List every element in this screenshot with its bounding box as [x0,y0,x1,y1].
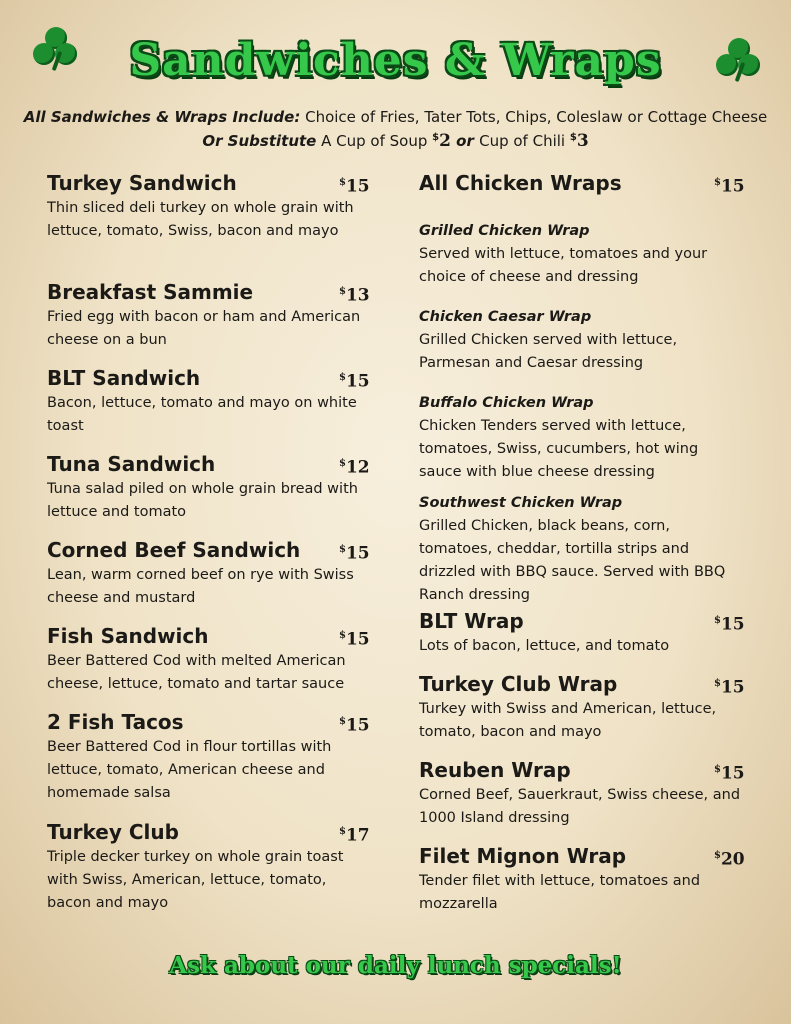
item-name: Corned Beef Sandwich [47,538,301,562]
option-name: Buffalo Chicken Wrap [419,395,594,411]
option-name: Grilled Chicken Wrap [419,223,590,239]
item-description: Triple decker turkey on whole grain toast with Swiss, American, lettuce, tomato, bacon and mayo [47,849,344,911]
item-description: Lots of bacon, lettuce, and tomato [419,638,670,654]
chicken-wrap-option [419,306,739,375]
intro-line-1 [0,108,791,126]
intro-line-2: Or Substitute A Cup of Soup $2 or Cup of Chili $3 [202,131,589,151]
item-description: Fried egg with bacon or ham and American cheese on a bun [47,309,361,348]
item-description: Tuna salad piled on whole grain bread with lettuce and tomato [47,481,358,520]
item-description: Bacon, lettuce, tomato and mayo on white toast [47,395,357,434]
item-description: Turkey with Swiss and American, lettuce, tomato, bacon and mayo [419,701,717,740]
option-name: Southwest Chicken Wrap [419,495,623,511]
menu-item [419,758,749,830]
item-name: 2 Fish Tacos [47,710,184,734]
menu-item-chicken-wraps [419,171,759,603]
item-description: Thin sliced deli turkey on whole grain with lettuce, tomato, Swiss, bacon and mayo [47,200,354,239]
chicken-wrap-option [419,220,739,289]
item-price: $15 [714,677,745,698]
item-name: All Chicken Wraps [419,171,622,195]
item-price: $15 [339,715,370,736]
item-price: $15 [339,629,370,650]
item-price: $12 [339,457,370,478]
chicken-wrap-option [419,492,739,607]
intro-label: All Sandwiches & Wraps Include: [23,108,301,126]
option-description: Grilled Chicken, black beans, corn, tomatoes, cheddar, tortilla strips and drizzled with BBQ sauce. Served with BBQ Ranch dressing [419,518,726,603]
chicken-wrap-options [419,195,759,603]
menu-item [47,624,370,696]
item-description: Corned Beef, Sauerkraut, Swiss cheese, and 1000 Island dressing [419,787,741,826]
item-price: $15 [714,614,745,635]
item-price: $15 [339,543,370,564]
item-description: Beer Battered Cod in flour tortillas with lettuce, tomato, American cheese and homemade salsa [47,739,332,801]
item-price: $15 [714,176,745,197]
item-description: Tender filet with lettuce, tomatoes and mozzarella [419,873,701,912]
soup-price: 2 [439,131,451,151]
item-name: BLT Wrap [419,609,524,633]
chili-price: 3 [576,131,589,151]
item-name: Breakfast Sammie [47,280,254,304]
item-name: BLT Sandwich [47,366,201,390]
item-description: Lean, warm corned beef on rye with Swiss cheese and mustard [47,567,354,606]
menu-item [47,171,370,243]
item-name: Filet Mignon Wrap [419,844,627,868]
menu-item [47,820,370,915]
item-price: $17 [339,825,370,846]
menu-item [47,366,370,438]
item-name: Tuna Sandwich [47,452,216,476]
lunch-specials-note: Ask about our daily lunch specials! [169,952,622,979]
option-name: Chicken Caesar Wrap [419,309,592,325]
item-name: Reuben Wrap [419,758,571,782]
menu-item [47,538,370,610]
item-price: $20 [714,849,745,870]
option-description: Grilled Chicken served with lettuce, Parmesan and Caesar dressing [419,332,678,371]
menu-item [419,672,749,744]
page-title: Sandwiches & Wraps [129,35,662,86]
substitute-label: Or Substitute [202,132,317,150]
item-name: Fish Sandwich [47,624,209,648]
item-name: Turkey Sandwich [47,171,237,195]
item-description: Beer Battered Cod with melted American cheese, lettuce, tomato and tartar sauce [47,653,346,692]
menu-item [47,280,370,352]
item-name: Turkey Club [47,820,179,844]
menu-item [419,609,749,658]
intro-sides: Choice of Fries, Tater Tots, Chips, Coleslaw or Cottage Cheese [300,108,768,126]
item-name: Turkey Club Wrap [419,672,618,696]
item-price: $13 [339,285,370,306]
option-description: Served with lettuce, tomatoes and your choice of cheese and dressing [419,246,708,285]
item-price: $15 [339,371,370,392]
menu-item [47,452,370,524]
option-description: Chicken Tenders served with lettuce, tomatoes, Swiss, cucumbers, hot wing sauce with blue cheese dressing [419,418,699,480]
item-price: $15 [339,176,370,197]
item-price: $15 [714,763,745,784]
chicken-wrap-option [419,392,739,484]
menu-item [47,710,370,805]
menu-item [419,844,749,916]
